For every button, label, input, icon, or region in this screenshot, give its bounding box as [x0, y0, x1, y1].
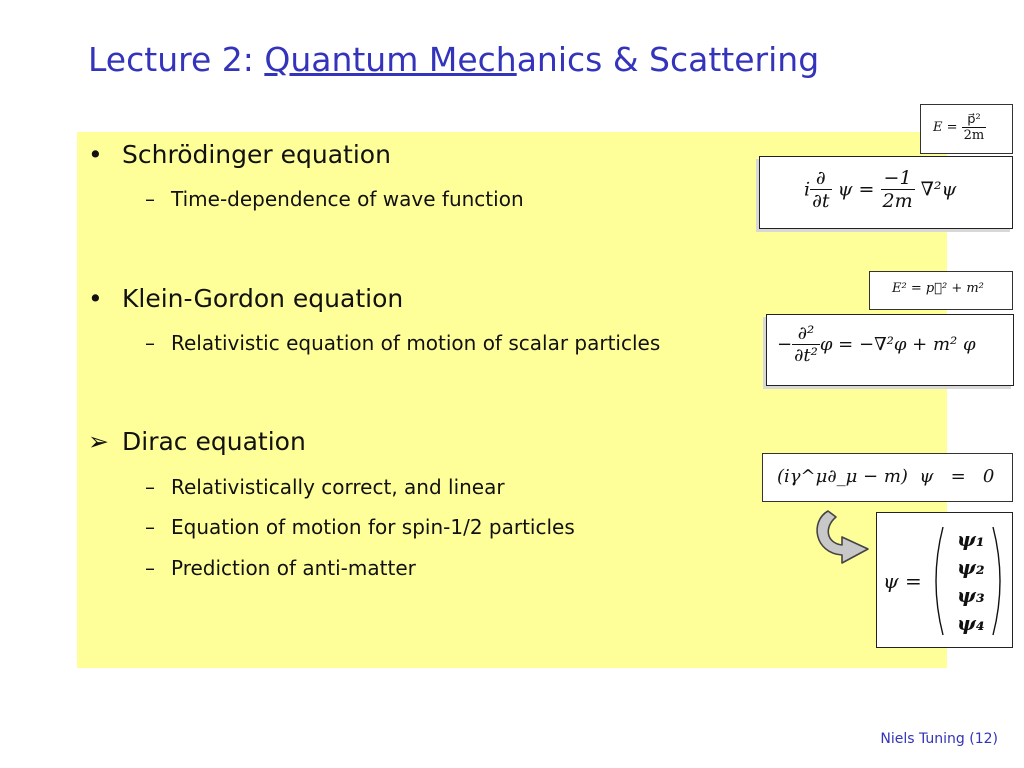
sub-marker: –	[145, 331, 155, 355]
eq-numerator: ∂²	[792, 323, 820, 345]
eq-text: E² = p⃗² + m²	[892, 281, 984, 296]
curved-arrow-icon	[808, 505, 874, 567]
bullet-marker: •	[88, 284, 103, 313]
equation-schrodinger	[759, 156, 1013, 229]
eq-numerator: −1	[881, 167, 915, 190]
spinor-component: ψ₃	[957, 583, 985, 607]
eq-rhs: φ = −∇²φ + m² φ	[819, 334, 976, 355]
eq-lhs: E =	[933, 120, 958, 135]
eq-psi: ψ =	[837, 178, 875, 201]
equation-klein-gordon	[766, 314, 1014, 386]
sub-bullet-text: Prediction of anti-matter	[171, 556, 416, 580]
eq-imaginary-unit: i	[804, 178, 811, 201]
sub-bullet-text: Relativistically correct, and linear	[171, 475, 505, 499]
eq-fraction	[792, 323, 820, 366]
sub-bullet	[145, 331, 660, 355]
equation-dirac	[762, 453, 1013, 502]
eq-denominator: 2m	[882, 190, 913, 212]
title-prefix: Lecture 2:	[88, 40, 265, 79]
eq-time-derivative	[810, 167, 831, 212]
bullet-dirac	[88, 427, 306, 456]
bullet-marker: •	[88, 140, 103, 169]
sub-bullet	[145, 475, 505, 499]
bullet-marker: ➢	[88, 427, 109, 456]
sub-marker: –	[145, 515, 155, 539]
sub-bullet	[145, 556, 416, 580]
eq-denominator: ∂t	[812, 190, 830, 212]
sub-bullet-text: Time-dependence of wave function	[171, 187, 524, 211]
sub-bullet-text: Relativistic equation of motion of scalar particles	[171, 331, 661, 355]
spinor-component: ψ₄	[957, 611, 985, 635]
bullet-text: Dirac equation	[122, 427, 306, 456]
title-underlined: Quantum Mech	[264, 40, 517, 79]
bullet-text: Klein-Gordon equation	[122, 284, 404, 313]
slide-title	[88, 40, 819, 79]
equation-energy-nonrelativistic	[920, 104, 1013, 154]
eq-numerator: p⃗²	[962, 112, 987, 128]
spinor-lhs: ψ =	[883, 569, 922, 593]
eq-denominator: 2m	[963, 128, 985, 143]
equation-energy-relativistic	[869, 271, 1013, 310]
sub-marker: –	[145, 475, 155, 499]
bullet-text: Schrödinger equation	[122, 140, 391, 169]
eq-rhs: ∇²ψ	[920, 178, 957, 201]
slide-footer: Niels Tuning (12)	[880, 731, 998, 747]
eq-minus: −	[777, 334, 793, 355]
sub-bullet	[145, 187, 524, 211]
spinor-box	[876, 512, 1013, 648]
sub-marker: –	[145, 556, 155, 580]
sub-marker: –	[145, 187, 155, 211]
eq-text: (iγ^μ∂_μ − m) ψ = 0	[777, 466, 995, 487]
eq-fraction	[962, 112, 987, 143]
bullet-schrodinger	[88, 140, 391, 169]
eq-numerator: ∂	[810, 167, 831, 190]
spinor-component: ψ₁	[957, 527, 985, 551]
title-suffix: anics & Scattering	[516, 40, 820, 79]
bullet-klein-gordon	[88, 284, 403, 313]
sub-bullet	[145, 515, 575, 539]
sub-bullet-text: Equation of motion for spin-1/2 particles	[171, 515, 575, 539]
eq-fraction	[881, 167, 915, 212]
eq-denominator: ∂t²	[794, 345, 818, 366]
spinor-component: ψ₂	[957, 555, 985, 579]
